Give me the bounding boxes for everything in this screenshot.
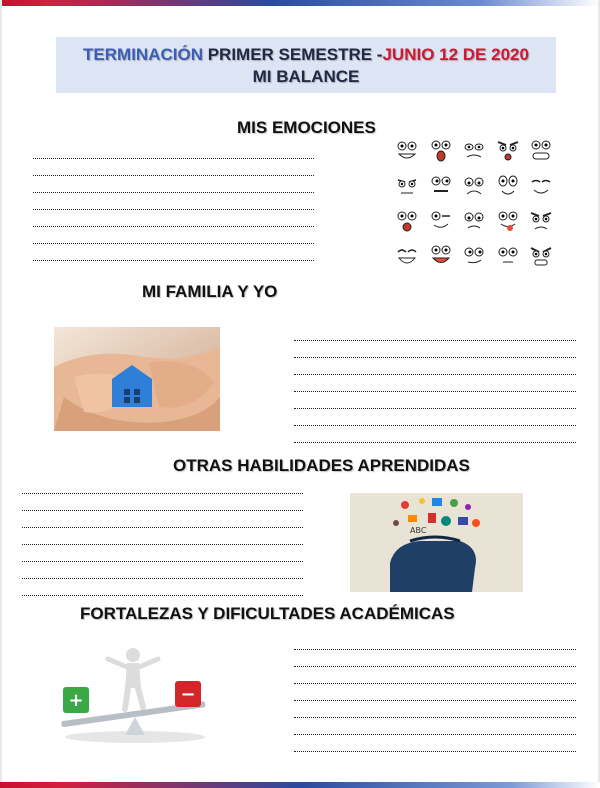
writing-line bbox=[33, 227, 314, 244]
laughing-face-icon bbox=[392, 240, 426, 275]
writing-line bbox=[22, 511, 303, 528]
writing-lines-familia bbox=[294, 324, 576, 443]
title-termination: TERMINACIÓN bbox=[83, 45, 203, 64]
balance-plus-minus-illustration bbox=[53, 643, 214, 745]
writing-line bbox=[294, 324, 576, 341]
title-date: JUNIO 12 DE 2020 bbox=[382, 45, 529, 64]
frown-face-icon bbox=[459, 170, 493, 205]
writing-line bbox=[22, 545, 303, 562]
bottom-accent-bar bbox=[0, 782, 600, 788]
writing-lines-habilidades bbox=[22, 477, 303, 596]
tongue-face-icon bbox=[493, 205, 527, 240]
writing-line bbox=[33, 176, 314, 193]
writing-line bbox=[294, 392, 576, 409]
writing-line bbox=[294, 701, 576, 718]
section-title-familia: MI FAMILIA Y YO bbox=[142, 282, 278, 301]
minus-sign: − bbox=[180, 684, 196, 705]
excited-face-icon bbox=[426, 240, 460, 275]
writing-lines-emociones bbox=[33, 142, 314, 261]
section-title-habilidades: OTRAS HABILIDADES APRENDIDAS bbox=[173, 456, 470, 475]
writing-line bbox=[22, 477, 303, 494]
smirk-face-icon bbox=[459, 240, 493, 275]
writing-line bbox=[22, 494, 303, 511]
writing-line bbox=[22, 562, 303, 579]
section-title-emociones: MIS EMOCIONES bbox=[237, 118, 376, 137]
writing-line bbox=[22, 528, 303, 545]
happy-face-icon bbox=[392, 135, 426, 170]
writing-line bbox=[294, 718, 576, 735]
writing-line bbox=[33, 142, 314, 159]
surprised-face-icon bbox=[493, 170, 527, 205]
scared-face-icon bbox=[392, 205, 426, 240]
mad-face-icon bbox=[526, 205, 560, 240]
writing-line bbox=[294, 358, 576, 375]
writing-line bbox=[294, 667, 576, 684]
annoyed-face-icon bbox=[392, 170, 426, 205]
writing-line bbox=[294, 650, 576, 667]
sad-face-icon bbox=[459, 205, 493, 240]
svg-text:ABC: ABC bbox=[410, 526, 427, 535]
writing-line bbox=[33, 159, 314, 176]
plus-sign: + bbox=[68, 690, 84, 711]
writing-line bbox=[33, 244, 314, 261]
writing-line bbox=[294, 633, 576, 650]
writing-line bbox=[294, 426, 576, 443]
writing-line bbox=[33, 210, 314, 227]
wink-face-icon bbox=[426, 205, 460, 240]
writing-line bbox=[294, 409, 576, 426]
emotion-faces-illustration bbox=[392, 135, 560, 275]
head-with-ideas-illustration bbox=[350, 493, 523, 592]
writing-line bbox=[22, 579, 303, 596]
shocked-face-icon bbox=[426, 135, 460, 170]
writing-line bbox=[294, 684, 576, 701]
worried-face-icon bbox=[459, 135, 493, 170]
hands-holding-house-photo bbox=[54, 327, 220, 431]
squint-face-icon bbox=[526, 170, 560, 205]
left-border bbox=[0, 0, 2, 788]
top-accent-bar bbox=[0, 0, 600, 6]
grimace-face-icon bbox=[426, 170, 460, 205]
angry-face-icon bbox=[493, 135, 527, 170]
page-title bbox=[56, 37, 556, 93]
writing-line bbox=[294, 375, 576, 392]
writing-lines-fortalezas bbox=[294, 633, 576, 752]
title-line-2: MI BALANCE bbox=[252, 67, 360, 86]
furious-face-icon bbox=[526, 240, 560, 275]
title-semester: PRIMER SEMESTRE - bbox=[203, 45, 383, 64]
writing-line bbox=[33, 193, 314, 210]
writing-line bbox=[294, 735, 576, 752]
calm-face-icon bbox=[493, 240, 527, 275]
grin-face-icon bbox=[526, 135, 560, 170]
title-line-1 bbox=[56, 44, 556, 66]
section-title-fortalezas: FORTALEZAS Y DIFICULTADES ACADÉMICAS bbox=[80, 604, 455, 623]
writing-line bbox=[294, 341, 576, 358]
